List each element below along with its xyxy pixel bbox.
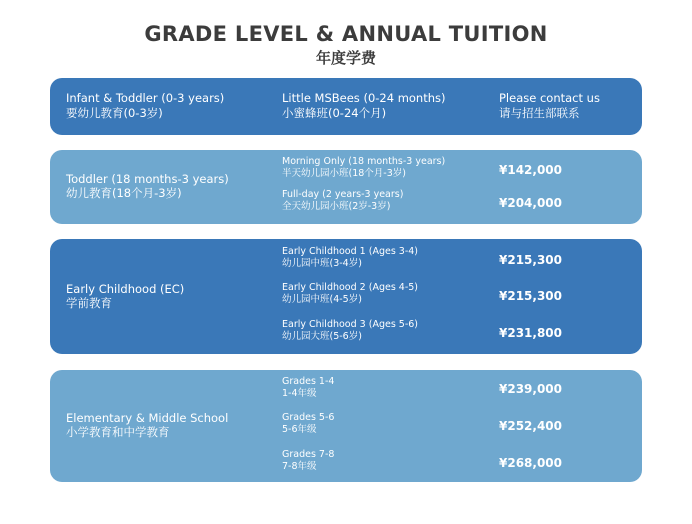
level-name-cn: 幼儿教育(18个月-3岁) (66, 186, 182, 200)
program-name-cn: 幼儿园大班(5-6岁) (282, 331, 362, 342)
tuition-panel-elementary-middle (50, 370, 642, 482)
program-name-en: Early Childhood 1 (Ages 3-4) (282, 246, 419, 257)
page-subtitle: 年度学费 (315, 49, 376, 67)
program-name-en: Grades 7-8 (282, 449, 335, 460)
level-name-cn: 要幼儿教育(0-3岁) (66, 106, 163, 120)
tuition-price: ¥204,000 (499, 196, 563, 210)
program-name-en: Early Childhood 3 (Ages 5-6) (282, 319, 419, 330)
program-name-cn: 5-6年级 (282, 424, 317, 435)
tuition-price: ¥142,000 (499, 163, 563, 177)
program-name-cn: 幼儿园中班(4-5岁) (282, 294, 362, 305)
program-name-cn: 全天幼儿园小班(2岁-3岁) (282, 201, 391, 212)
level-name-en: Toddler (18 months-3 years) (66, 172, 229, 186)
program-name-cn: 7-8年级 (282, 461, 317, 472)
tuition-price: ¥239,000 (499, 382, 563, 396)
tuition-panel-toddler (50, 150, 642, 224)
tuition-price: ¥215,300 (499, 253, 563, 267)
program-name-en: Full-day (2 years-3 years) (282, 189, 404, 200)
program-name-en: Little MSBees (0-24 months) (282, 91, 446, 105)
tuition-price: ¥268,000 (499, 456, 563, 470)
program-name-en: Grades 5-6 (282, 412, 335, 423)
page-title: GRADE LEVEL & ANNUAL TUITION (144, 22, 548, 46)
level-name-cn: 学前教育 (66, 296, 112, 310)
contact-note-en: Please contact us (499, 91, 600, 105)
tuition-price: ¥252,400 (499, 419, 563, 433)
program-name-cn: 1-4年级 (282, 388, 317, 399)
tuition-panel-early-childhood (50, 239, 642, 354)
level-name-en: Elementary & Middle School (66, 411, 229, 425)
program-name-cn: 半天幼儿园小班(18个月-3岁) (282, 168, 406, 179)
tuition-panel-infant-toddler (50, 78, 642, 135)
level-name-en: Infant & Toddler (0-3 years) (66, 91, 225, 105)
level-name-en: Early Childhood (EC) (66, 282, 185, 296)
program-name-en: Morning Only (18 months-3 years) (282, 156, 446, 167)
level-name-cn: 小学教育和中学教育 (66, 425, 170, 439)
program-name-cn: 幼儿园中班(3-4岁) (282, 258, 362, 269)
program-name-en: Early Childhood 2 (Ages 4-5) (282, 282, 419, 293)
program-name-cn: 小蜜蜂班(0-24个月) (282, 106, 387, 120)
program-name-en: Grades 1-4 (282, 376, 335, 387)
tuition-price: ¥215,300 (499, 289, 563, 303)
contact-note-cn: 请与招生部联系 (499, 106, 580, 120)
tuition-price: ¥231,800 (499, 326, 563, 340)
